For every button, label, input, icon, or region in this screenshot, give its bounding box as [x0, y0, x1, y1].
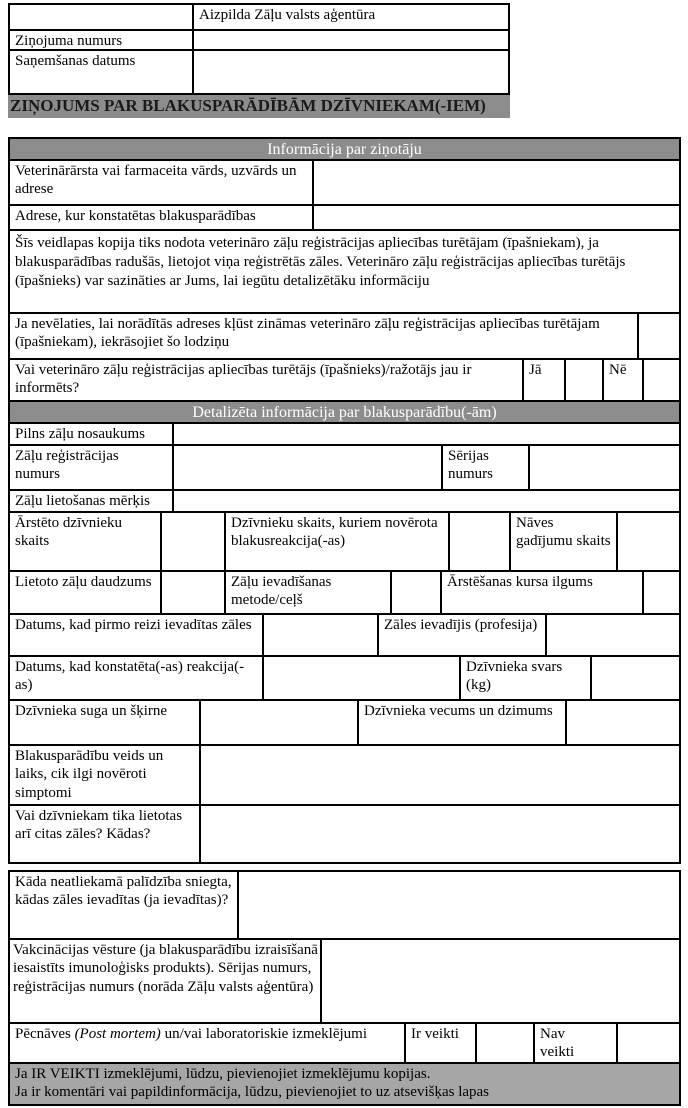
holder-informed-yes-label: Jā — [522, 360, 564, 400]
report-number-label: Ziņojuma numurs — [15, 33, 123, 49]
reaction-type-field[interactable] — [199, 746, 679, 804]
followup-table — [8, 870, 681, 1106]
holder-informed-yes-checkbox[interactable] — [564, 360, 602, 400]
first-admin-date-label: Datums, kad pirmo reizi ievadītas zāles — [15, 617, 252, 633]
postmortem-not-done-label: Nav veikti — [533, 1024, 616, 1062]
duration-label: Ārstēšanas kursa ilgums — [440, 572, 642, 613]
death-count-label: Nāves gadījumu skaits — [509, 513, 616, 570]
purpose-field[interactable] — [172, 491, 679, 511]
series-number-label: Sērijas numurs — [441, 446, 528, 489]
agency-table — [8, 3, 510, 95]
agency-empty-cell — [10, 5, 192, 29]
postmortem-done-checkbox[interactable] — [475, 1024, 533, 1062]
reporter-address-label: Adrese, kur konstatētas blakusparādības — [15, 208, 256, 224]
treated-count-label: Ārstēto dzīvnieku skaits — [15, 515, 123, 550]
form-title: ZIŅOJUMS PAR BLAKUSPARĀDĪBĀM DZĪVNIEKAM(-IEM) — [8, 95, 510, 118]
age-sex-field[interactable] — [565, 701, 679, 744]
reaction-type-label: Blakusparādību veids un laiks, cik ilgi novēroti simptomi — [15, 748, 164, 801]
received-date-field[interactable] — [192, 51, 508, 93]
report-number-field[interactable] — [192, 31, 508, 49]
route-field[interactable] — [390, 572, 440, 613]
postmortem-done-label: Ir veikti — [404, 1024, 475, 1062]
duration-field[interactable] — [642, 572, 679, 613]
reaction-date-label: Datums, kad konstatēta(-as) reakcija(-as) — [15, 659, 245, 694]
treated-count-field[interactable] — [160, 513, 224, 570]
amount-label: Lietoto zāļu daudzums — [15, 574, 152, 590]
holder-informed-question: Vai veterināro zāļu reģistrācijas apliecības turētājs (īpašnieks)/ražotājs jau ir informēts? — [15, 362, 472, 397]
reporter-address-field[interactable] — [312, 206, 679, 229]
administered-by-label: Zāles ievadījis (profesija) — [377, 615, 545, 655]
species-breed-field[interactable] — [199, 701, 357, 744]
holder-informed-no-checkbox[interactable] — [642, 360, 679, 400]
emergency-care-label: Kāda neatliekamā palīdzība sniegta, kādas zāles ievadītas (ja ievadītas)? — [15, 874, 232, 909]
purpose-label: Zāļu lietošanas mērķis — [15, 493, 150, 509]
age-sex-label: Dzīvnieka vecums un dzimums — [357, 701, 565, 744]
species-breed-label: Dzīvnieka suga un šķirne — [15, 703, 168, 719]
registration-number-field[interactable] — [172, 446, 441, 489]
death-count-field[interactable] — [616, 513, 679, 570]
address-optout-label: Ja nevēlaties, lai norādītās adreses kļūst zināmas veterināro zāļu reģistrācijas apliecības turētājam (īpašniekam), iekrāsojiet šo lodziņu — [15, 316, 600, 351]
address-optout-checkbox[interactable] — [637, 314, 679, 358]
postmortem-label — [10, 1024, 404, 1062]
series-number-field[interactable] — [528, 446, 679, 489]
postmortem-label-latin: (Post mortem) — [74, 1026, 161, 1042]
footer-note-line1: Ja IR VEIKTI izmeklējumi, lūdzu, pievienojiet izmeklējumu kopijas. — [15, 1066, 431, 1082]
reaction-count-field[interactable] — [448, 513, 509, 570]
reporter-section-header: Informācija par ziņotāju — [10, 139, 679, 159]
administered-by-field[interactable] — [545, 615, 679, 655]
details-section-header: Detalizēta informācija par blakusparādību(-ām) — [10, 402, 679, 422]
agency-note: Aizpilda Zāļu valsts aģentūra — [192, 5, 508, 29]
product-name-label: Pilns zāļu nosaukums — [15, 426, 145, 442]
reporter-name-label: Veterinārārsta vai farmaceita vārds, uzvārds un adrese — [15, 163, 297, 198]
other-medicines-label: Vai dzīvniekam tika lietotas arī citas zāles? Kādas? — [15, 808, 183, 843]
animal-weight-label: Dzīvnieka svars (kg) — [459, 657, 590, 699]
route-label: Zāļu ievadīšanas metode/ceļš — [224, 572, 390, 613]
animal-weight-field[interactable] — [590, 657, 679, 699]
amount-field[interactable] — [160, 572, 224, 613]
reporter-name-field[interactable] — [312, 161, 679, 204]
product-name-field[interactable] — [172, 424, 679, 444]
copy-disclosure-note: Šīs veidlapas kopija tiks nodota veterināro zāļu reģistrācijas apliecības turētājam (īpašniekam), ja blakusparādības radušās, lietojot viņa reģistrētās zāles. Veterināro zāļu reģistrācijas apliecības turētājs (īpašnieks) var sazināties ar Jums, lai iegūtu detalizētāku informāciju — [15, 235, 626, 289]
first-admin-date-field[interactable] — [262, 615, 377, 655]
reaction-date-field[interactable] — [262, 657, 459, 699]
vaccination-history-label: Vakcinācijas vēsture (ja blakusparādību izraisīšanā iesaistīts imunoloģisks produkts). Sērijas numurs, reģistrācijas numurs (norāda Zāļu valsts aģentūra) — [13, 942, 318, 995]
footer-note-line2: Ja ir komentāri vai papildinformācija, lūdzu, pievienojiet to uz atsevišķas lapas — [15, 1084, 490, 1101]
postmortem-label-suffix: un/vai laboratoriskie izmeklējumi — [160, 1026, 368, 1042]
postmortem-not-done-checkbox[interactable] — [616, 1024, 679, 1062]
other-medicines-field[interactable] — [199, 806, 679, 862]
holder-informed-no-label: Nē — [602, 360, 642, 400]
main-table — [8, 137, 681, 864]
vaccination-history-field[interactable] — [320, 940, 679, 1022]
reaction-count-label: Dzīvnieku skaits, kuriem novērota blakusreakcija(-as) — [224, 513, 448, 570]
emergency-care-field[interactable] — [237, 872, 679, 938]
received-date-label: Saņemšanas datums — [15, 53, 136, 69]
registration-number-label: Zāļu reģistrācijas numurs — [15, 448, 119, 483]
postmortem-label-prefix: Pēcnāves — [15, 1026, 75, 1042]
